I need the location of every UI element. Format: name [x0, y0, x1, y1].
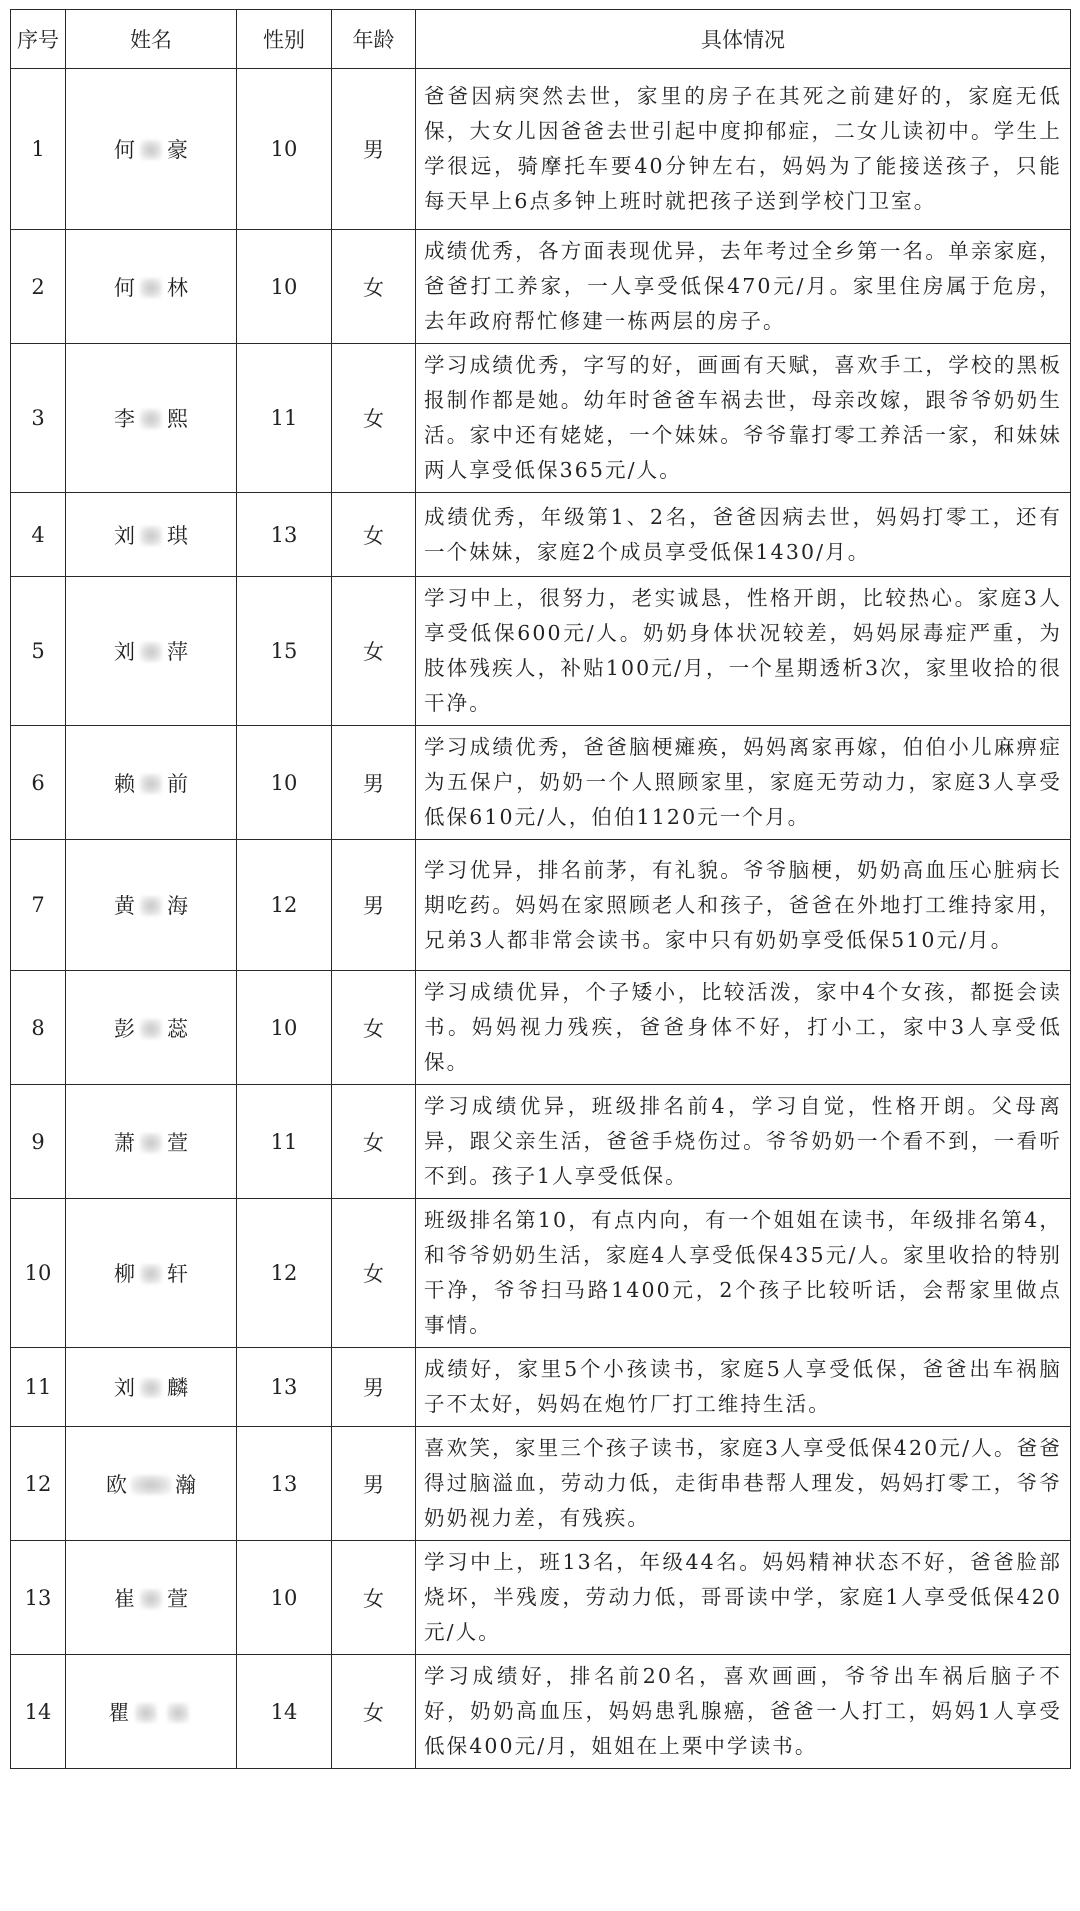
row-col3: 11	[237, 344, 332, 493]
row-index: 3	[11, 344, 66, 493]
row-index: 11	[11, 1348, 66, 1427]
row-col4: 女	[332, 1655, 416, 1769]
redacted-name-blur	[167, 1703, 189, 1723]
name-given: 麟	[167, 1376, 188, 1400]
row-col4: 男	[332, 726, 416, 840]
name-given: 前	[167, 771, 188, 796]
redacted-name-blur	[140, 409, 162, 429]
row-details: 喜欢笑，家里三个孩子读书，家庭3人享受低保420元/人。爸爸得过脑溢血，劳动力低，走街串巷帮人理发，妈妈打零工，爷爷奶奶视力差，有残疾。	[416, 1427, 1071, 1541]
row-col3: 12	[237, 1199, 332, 1348]
table-row	[11, 344, 1071, 493]
name-surname: 何	[114, 138, 135, 162]
name-surname: 何	[114, 275, 135, 300]
row-details: 学习成绩优秀，字写的好，画画有天赋，喜欢手工，学校的黑板报制作都是她。幼年时爸爸车祸去世，母亲改嫁，跟爷爷奶奶生活。家中还有姥姥，一个妹妹。爷爷靠打零工养活一家，和妹妹两人享受低保365元/人。	[416, 344, 1071, 493]
row-index: 8	[11, 971, 66, 1085]
table-row	[11, 1655, 1071, 1769]
row-col3: 10	[237, 971, 332, 1085]
name-given: 轩	[167, 1262, 188, 1286]
row-name	[66, 1655, 237, 1769]
name-surname: 李	[114, 407, 135, 431]
name-surname: 刘	[114, 523, 135, 548]
row-details: 学习中上，很努力，老实诚恳，性格开朗，比较热心。家庭3人享受低保600元/人。奶奶身体状况较差，妈妈尿毒症严重，为肢体残疾人，补贴100元/月，一个星期透析3次，家里收拾的很干净。	[416, 577, 1071, 726]
row-col4: 女	[332, 1199, 416, 1348]
header-gender: 性别	[237, 10, 332, 69]
table-header-row	[11, 10, 1071, 69]
header-age: 年龄	[332, 10, 416, 69]
name-surname: 刘	[114, 1376, 135, 1400]
row-details: 爸爸因病突然去世，家里的房子在其死之前建好的，家庭无低保，大女儿因爸爸去世引起中度抑郁症，二女儿读初中。学生上学很远，骑摩托车要40分钟左右，妈妈为了能接送孩子，只能每天早上6点多钟上班时就把孩子送到学校门卫室。	[416, 69, 1071, 230]
row-name	[66, 1541, 237, 1655]
name-given: 林	[167, 275, 188, 300]
name-given: 萍	[167, 640, 188, 664]
table-row	[11, 1085, 1071, 1199]
redacted-name-blur	[131, 1475, 171, 1495]
row-col3: 10	[237, 726, 332, 840]
name-surname: 刘	[114, 640, 135, 664]
redacted-name-blur	[140, 1133, 162, 1153]
row-index: 4	[11, 493, 66, 577]
row-index: 10	[11, 1199, 66, 1348]
row-name	[66, 1427, 237, 1541]
row-name	[66, 493, 237, 577]
name-given: 瀚	[175, 1472, 196, 1497]
header-index: 序号	[11, 10, 66, 69]
row-col4: 女	[332, 1085, 416, 1199]
row-details: 班级排名第10，有点内向，有一个姐姐在读书，年级排名第4，和爷爷奶奶生活，家庭4人享受低保435元/人。家里收拾的特别干净，爷爷扫马路1400元，2个孩子比较听话，会帮家里做点事情。	[416, 1199, 1071, 1348]
name-given: 海	[167, 894, 188, 918]
name-given: 豪	[167, 138, 188, 162]
row-col3: 13	[237, 493, 332, 577]
row-name	[66, 69, 237, 230]
row-col3: 15	[237, 577, 332, 726]
row-col3: 14	[237, 1655, 332, 1769]
redacted-name-blur	[140, 1264, 162, 1284]
header-name: 姓名	[66, 10, 237, 69]
name-surname: 黄	[114, 894, 135, 918]
table-row	[11, 1427, 1071, 1541]
header-details: 具体情况	[416, 10, 1071, 69]
row-name	[66, 344, 237, 493]
redacted-name-blur	[135, 1703, 157, 1723]
row-details: 学习中上，班13名，年级44名。妈妈精神状态不好，爸爸脸部烧坏，半残废，劳动力低，哥哥读中学，家庭1人享受低保420元/人。	[416, 1541, 1071, 1655]
row-name	[66, 577, 237, 726]
table-row	[11, 971, 1071, 1085]
row-details: 学习成绩优异，个子矮小，比较活泼，家中4个女孩，都挺会读书。妈妈视力残疾，爸爸身体不好，打小工，家中3人享受低保。	[416, 971, 1071, 1085]
row-name	[66, 726, 237, 840]
name-given: 萱	[167, 1586, 188, 1611]
row-col4: 女	[332, 577, 416, 726]
row-col3: 10	[237, 230, 332, 344]
name-surname: 欧	[106, 1472, 127, 1497]
row-col4: 女	[332, 1541, 416, 1655]
row-col3: 11	[237, 1085, 332, 1199]
table-row	[11, 840, 1071, 971]
name-given: 萱	[167, 1130, 188, 1155]
row-col4: 男	[332, 69, 416, 230]
row-name	[66, 840, 237, 971]
row-details: 学习优异，排名前茅，有礼貌。爷爷脑梗，奶奶高血压心脏病长期吃药。妈妈在家照顾老人和孩子，爸爸在外地打工维持家用，兄弟3人都非常会读书。家中只有奶奶享受低保510元/月。	[416, 840, 1071, 971]
row-index: 2	[11, 230, 66, 344]
row-details: 学习成绩好，排名前20名，喜欢画画，爷爷出车祸后脑子不好，奶奶高血压，妈妈患乳腺癌，爸爸一人打工，妈妈1人享受低保400元/月，姐姐在上栗中学读书。	[416, 1655, 1071, 1769]
redacted-name-blur	[140, 642, 162, 662]
row-details: 成绩好，家里5个小孩读书，家庭5人享受低保，爸爸出车祸脑子不太好，妈妈在炮竹厂打工维持生活。	[416, 1348, 1071, 1427]
row-details: 成绩优秀，各方面表现优异，去年考过全乡第一名。单亲家庭，爸爸打工养家，一人享受低保470元/月。家里住房属于危房，去年政府帮忙修建一栋两层的房子。	[416, 230, 1071, 344]
name-surname: 柳	[114, 1262, 135, 1286]
name-surname: 萧	[114, 1130, 135, 1155]
row-col3: 13	[237, 1427, 332, 1541]
table-row	[11, 230, 1071, 344]
name-given: 琪	[167, 523, 188, 548]
row-col4: 男	[332, 840, 416, 971]
redacted-name-blur	[140, 1378, 162, 1398]
name-surname: 崔	[114, 1586, 135, 1611]
row-col3: 10	[237, 69, 332, 230]
row-details: 成绩优秀，年级第1、2名，爸爸因病去世，妈妈打零工，还有一个妹妹，家庭2个成员享受低保1430/月。	[416, 493, 1071, 577]
row-index: 1	[11, 69, 66, 230]
table-row	[11, 577, 1071, 726]
table-row	[11, 726, 1071, 840]
row-index: 13	[11, 1541, 66, 1655]
redacted-name-blur	[140, 896, 162, 916]
row-index: 6	[11, 726, 66, 840]
row-col4: 女	[332, 230, 416, 344]
row-col3: 13	[237, 1348, 332, 1427]
row-name	[66, 1085, 237, 1199]
row-col3: 12	[237, 840, 332, 971]
redacted-name-blur	[140, 774, 162, 794]
row-col4: 女	[332, 344, 416, 493]
redacted-name-blur	[140, 278, 162, 298]
row-name	[66, 971, 237, 1085]
name-given: 熙	[167, 407, 188, 431]
table-row	[11, 1541, 1071, 1655]
redacted-name-blur	[140, 1019, 162, 1039]
row-details: 学习成绩优秀，爸爸脑梗瘫痪，妈妈离家再嫁，伯伯小儿麻痹症为五保户，奶奶一个人照顾家里，家庭无劳动力，家庭3人享受低保610元/人，伯伯1120元一个月。	[416, 726, 1071, 840]
table-row	[11, 69, 1071, 230]
row-index: 9	[11, 1085, 66, 1199]
row-index: 7	[11, 840, 66, 971]
row-name	[66, 1348, 237, 1427]
name-surname: 彭	[114, 1016, 135, 1041]
row-col3: 10	[237, 1541, 332, 1655]
row-col4: 男	[332, 1348, 416, 1427]
redacted-name-blur	[140, 1589, 162, 1609]
name-given: 蕊	[167, 1016, 188, 1041]
name-surname: 赖	[114, 771, 135, 796]
row-col4: 女	[332, 493, 416, 577]
row-name	[66, 230, 237, 344]
row-index: 5	[11, 577, 66, 726]
redacted-name-blur	[140, 140, 162, 160]
row-name	[66, 1199, 237, 1348]
name-surname: 瞿	[108, 1700, 130, 1725]
student-info-table	[10, 9, 1071, 1769]
row-index: 14	[11, 1655, 66, 1769]
table-row	[11, 1199, 1071, 1348]
row-details: 学习成绩优异，班级排名前4，学习自觉，性格开朗。父母离异，跟父亲生活，爸爸手烧伤过。爷爷奶奶一个看不到，一看听不到。孩子1人享受低保。	[416, 1085, 1071, 1199]
table-row	[11, 493, 1071, 577]
row-col4: 女	[332, 971, 416, 1085]
redacted-name-blur	[140, 526, 162, 546]
row-index: 12	[11, 1427, 66, 1541]
row-col4: 男	[332, 1427, 416, 1541]
table-row	[11, 1348, 1071, 1427]
